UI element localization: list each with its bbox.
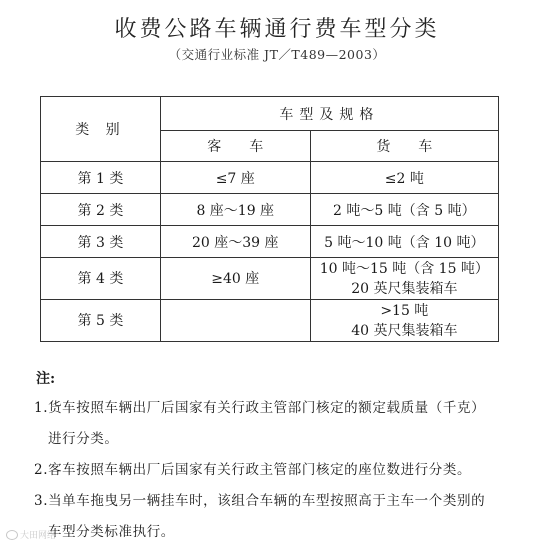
page-subtitle: （交通行业标准 JT／T489—2003） [168, 47, 386, 62]
watermark-logo-icon [6, 530, 18, 540]
row-bus: ≥40 座 [160, 258, 310, 300]
row-truck-line1: >15 吨 [380, 302, 429, 319]
table-row [41, 194, 499, 226]
row-truck: ≤2 吨 [310, 162, 498, 194]
note-line: 2.客车按照车辆出厂后国家有关行政主管部门核定的座位数进行分类。 [34, 462, 472, 478]
watermark-text: 大田网络 [20, 531, 57, 541]
table-row [41, 300, 499, 342]
table-row [41, 226, 499, 258]
vehicle-class-table [40, 96, 499, 342]
row-category: 第 2 类 [41, 194, 161, 226]
note-item-3 [34, 486, 524, 548]
row-bus: 8 座～19 座 [160, 194, 310, 226]
header-spec: 车型及规格 [160, 97, 498, 131]
header-bus: 客 车 [160, 131, 310, 162]
page-title: 收费公路车辆通行费车型分类 [114, 17, 440, 42]
row-truck: 5 吨～10 吨（含 10 吨） [310, 226, 498, 258]
row-category: 第 5 类 [41, 300, 161, 342]
row-category: 第 1 类 [41, 162, 161, 194]
row-bus: ≤7 座 [160, 162, 310, 194]
row-truck-line2: 20 英尺集装箱车 [351, 280, 458, 297]
header-truck: 货 车 [310, 131, 498, 162]
note-line: 1.货车按照车辆出厂后国家有关行政主管部门核定的额定载质量（千克） [34, 400, 486, 416]
table-row [41, 162, 499, 194]
note-item-2 [34, 455, 524, 486]
row-bus [160, 300, 310, 342]
header-category: 类 别 [41, 97, 161, 162]
row-bus: 20 座～39 座 [160, 226, 310, 258]
note-item-1 [34, 393, 524, 455]
watermark [6, 528, 56, 541]
row-truck [310, 258, 498, 300]
row-category: 第 4 类 [41, 258, 161, 300]
note-line: 车型分类标准执行。 [48, 524, 175, 540]
row-category: 第 3 类 [41, 226, 161, 258]
notes-heading: 注: [36, 371, 56, 387]
note-line: 3.当单车拖曳另一辆挂车时，该组合车辆的车型按照高于主车一个类别的 [34, 493, 486, 509]
row-truck [310, 300, 498, 342]
row-truck-line2: 40 英尺集装箱车 [351, 322, 458, 339]
row-truck-line1: 10 吨～15 吨（含 15 吨） [319, 260, 489, 277]
table-row [41, 258, 499, 300]
note-line: 进行分类。 [48, 431, 119, 447]
row-truck: 2 吨～5 吨（含 5 吨） [310, 194, 498, 226]
